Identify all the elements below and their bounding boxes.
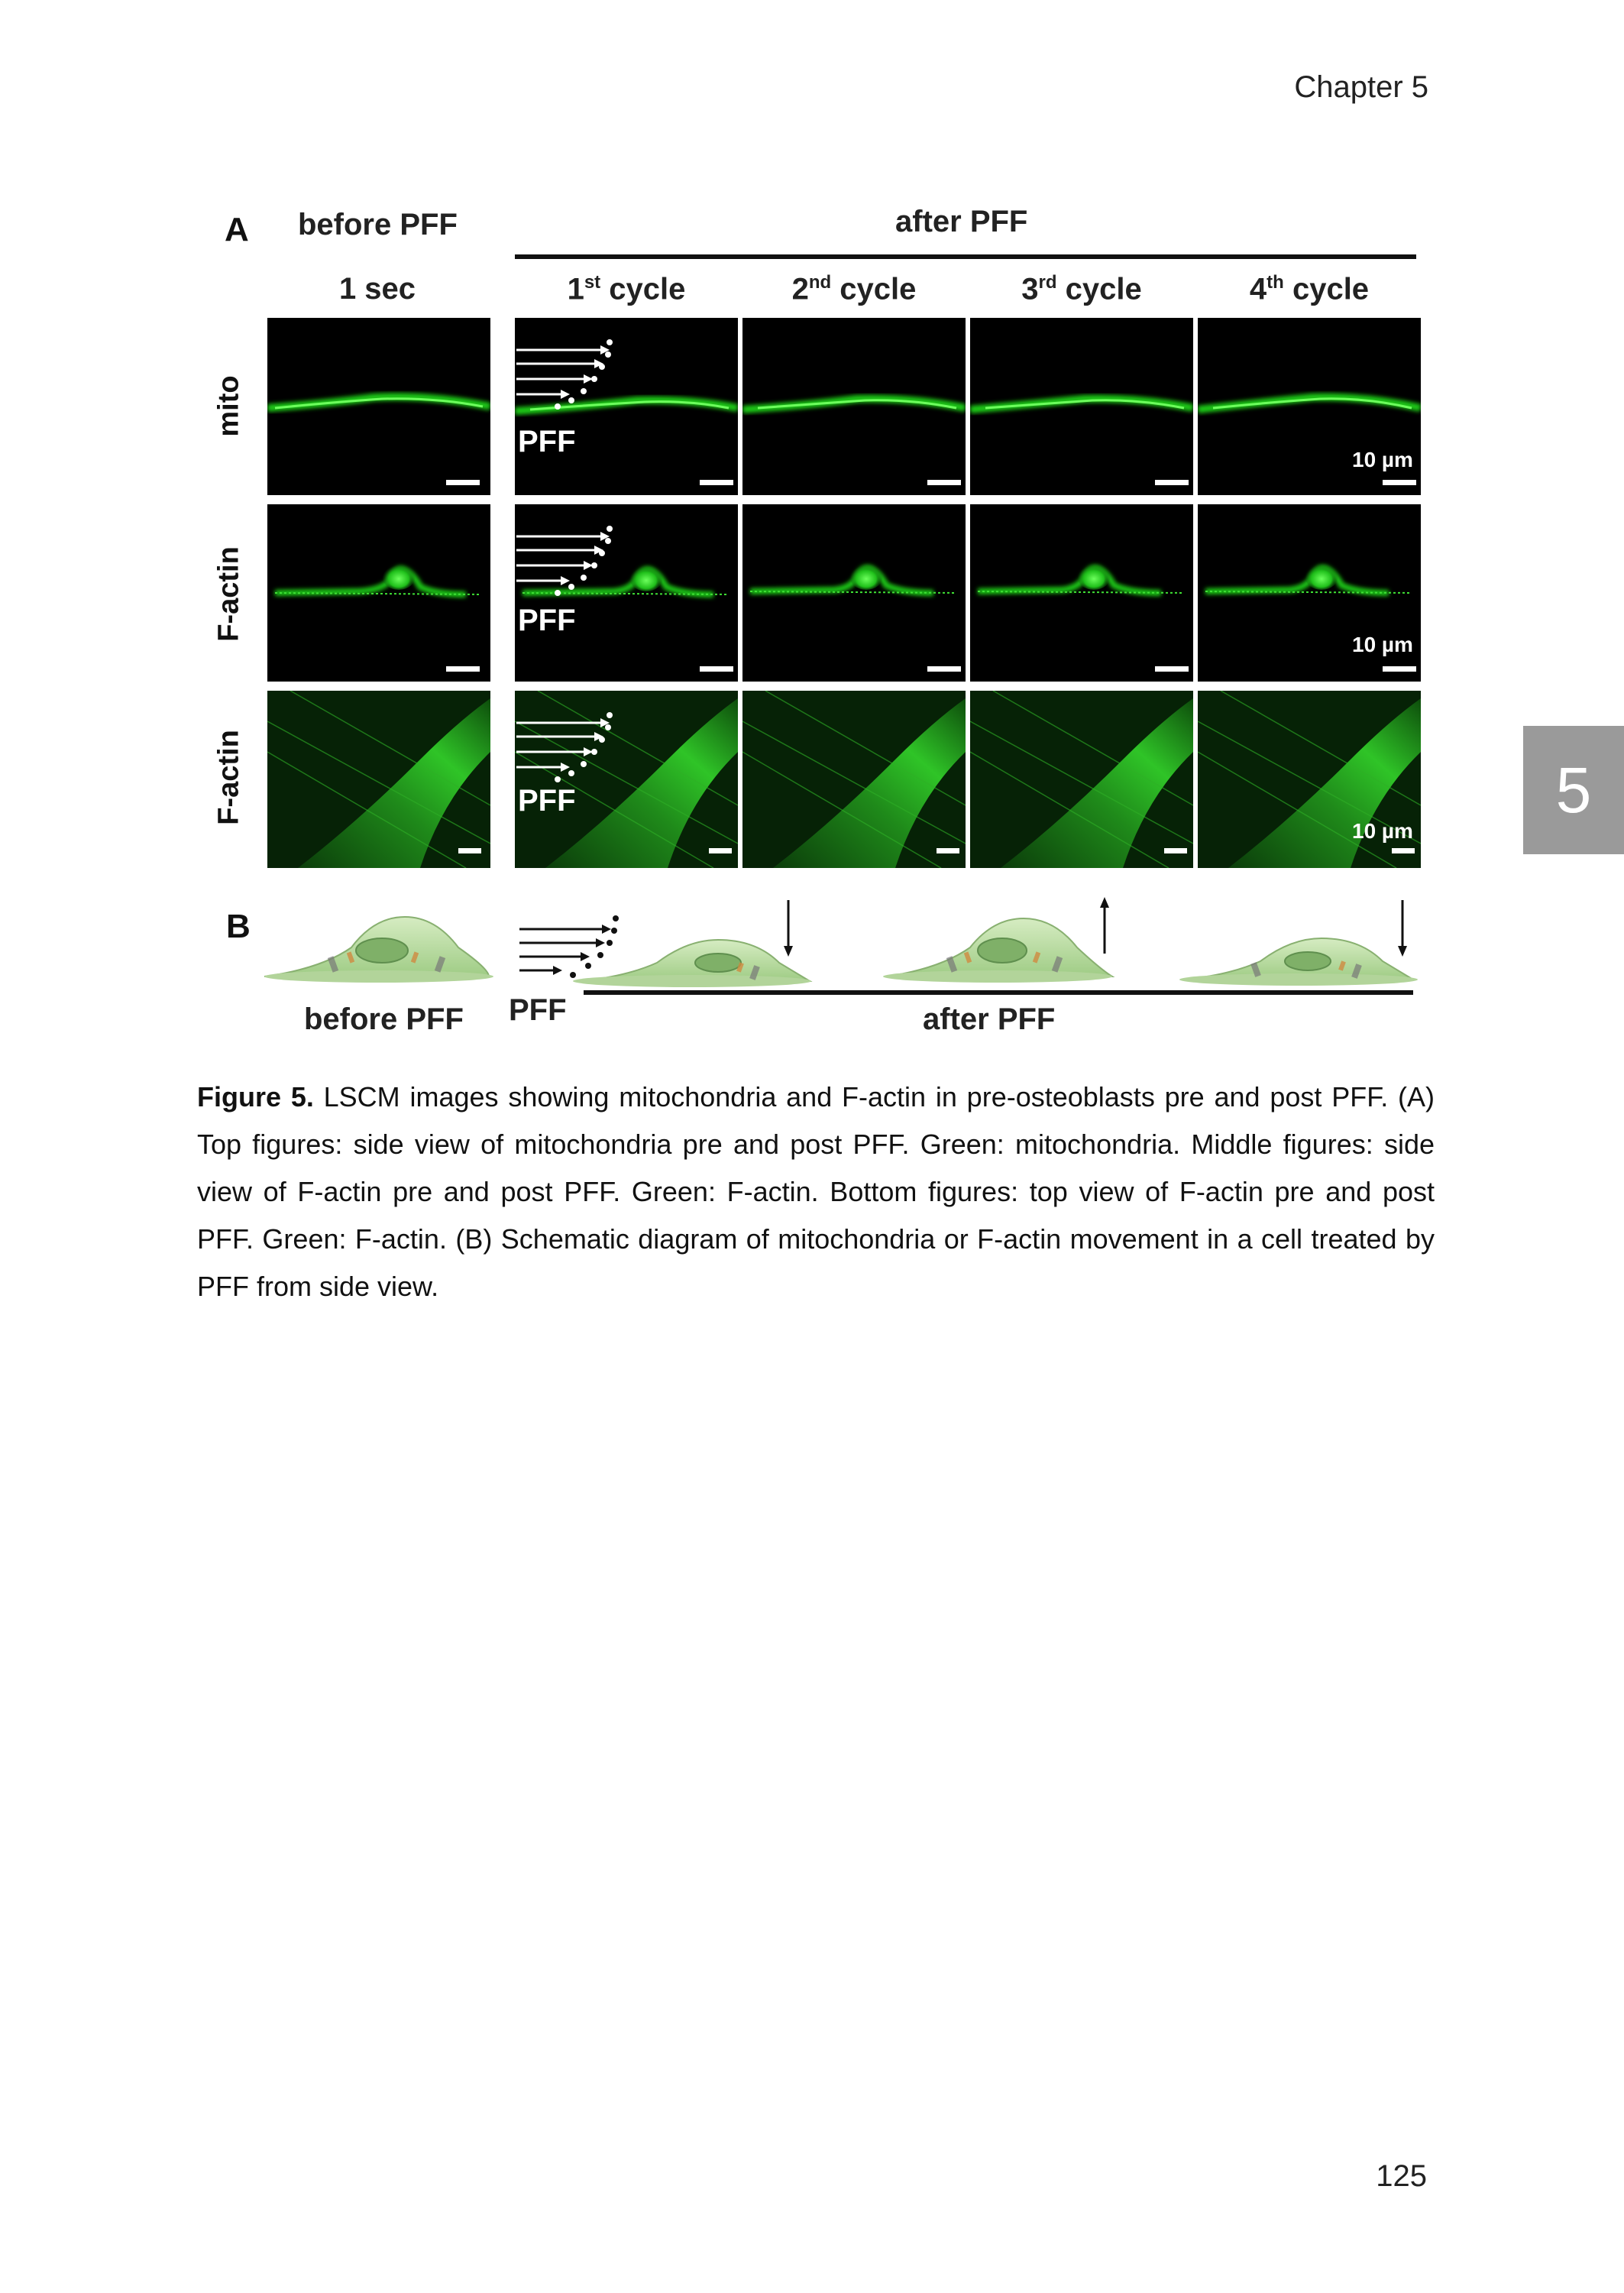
scale-bar: [1383, 480, 1416, 485]
cell-cycle-1-icon: [573, 940, 811, 987]
micrograph-mito-cycle-2: [742, 318, 966, 495]
flow-arrows-icon: [515, 504, 622, 604]
micrograph-factin-top-1sec: [267, 691, 490, 868]
scale-bar: [937, 848, 959, 853]
micrograph-factin-side-cycle-3: [970, 504, 1193, 682]
row-label-factin-side: F-actin: [212, 546, 245, 642]
scale-bar: [446, 666, 480, 672]
row-label-mito: mito: [212, 375, 245, 437]
micrograph-mito-cycle-3: [970, 318, 1193, 495]
micrograph-factin-top-cycle-3: [970, 691, 1193, 868]
panel-b-after-rule: [584, 990, 1413, 995]
before-pff-heading: before PFF: [298, 208, 458, 241]
scale-text-row3: 10 µm: [1352, 819, 1413, 843]
micrograph-factin-top-cycle-2: [742, 691, 966, 868]
col-header-cycle-1: 1st cycle: [567, 272, 686, 306]
col-header-cycle-3: 3rd cycle: [1021, 272, 1142, 306]
pff-label-row1: PFF: [518, 425, 576, 458]
flow-arrows-icon: [515, 318, 622, 417]
panel-b-before-label: before PFF: [304, 1002, 464, 1036]
micrograph-mito-1sec: [267, 318, 490, 495]
cell-cycle-3-icon: [1179, 938, 1418, 986]
panel-a-letter: A: [225, 211, 249, 248]
scale-bar: [709, 848, 732, 853]
caption-lead: Figure 5.: [197, 1081, 314, 1112]
col-header-cycle-2: 2nd cycle: [791, 272, 917, 306]
cell-schematic-diagram: [260, 886, 1428, 1001]
chapter-tab: [1523, 726, 1624, 854]
scale-bar: [700, 480, 733, 485]
micrograph-factin-side-1sec: [267, 504, 490, 682]
after-pff-heading: after PFF: [895, 205, 1028, 238]
scale-bar: [1164, 848, 1187, 853]
panel-b-letter: B: [226, 908, 251, 945]
scale-bar: [1392, 848, 1415, 853]
figure-caption: [197, 1074, 1435, 1310]
scale-text-row1: 10 µm: [1352, 448, 1413, 471]
row-label-factin-top: F-actin: [212, 730, 245, 825]
pff-label-row3: PFF: [518, 784, 576, 818]
scale-bar: [458, 848, 481, 853]
col-header-1sec: 1 sec: [338, 272, 416, 306]
pff-label-row2: PFF: [518, 604, 576, 637]
cell-before-icon: [264, 917, 493, 983]
scale-bar: [1155, 666, 1189, 672]
scale-bar: [927, 666, 961, 672]
micrograph-factin-side-cycle-2: [742, 504, 966, 682]
chapter-tab-number: 5: [1555, 753, 1592, 826]
scale-bar: [446, 480, 480, 485]
col-header-cycle-4: 4th cycle: [1249, 272, 1370, 306]
chapter-header: Chapter 5: [1294, 70, 1428, 104]
flow-arrows-icon: [515, 691, 622, 790]
scale-bar: [1155, 480, 1189, 485]
scale-bar: [1383, 666, 1416, 672]
cell-cycle-2-icon: [883, 918, 1112, 983]
caption-text: LSCM images showing mitochondria and F-actin in pre-osteoblasts pre and post PFF. (A) Top figures: side view of mitochondria pre and post PFF. Green: mitochondria. Middle figures: side view of F-actin pre and post PFF. Green: F-actin. Bottom figures: top view of F-actin pre and post PFF. Green: F-actin. (B) Schematic diagram of mitochondria or F-actin movement in a cell treated by PFF from side view.: [197, 1081, 1435, 1302]
panel-b-after-label: after PFF: [923, 1002, 1056, 1036]
panel-b-pff-label: PFF: [509, 993, 567, 1027]
scale-text-row2: 10 µm: [1352, 633, 1413, 656]
scale-bar: [700, 666, 733, 672]
after-pff-rule: [515, 254, 1416, 259]
page-number: 125: [1376, 2159, 1427, 2193]
scale-bar: [927, 480, 961, 485]
